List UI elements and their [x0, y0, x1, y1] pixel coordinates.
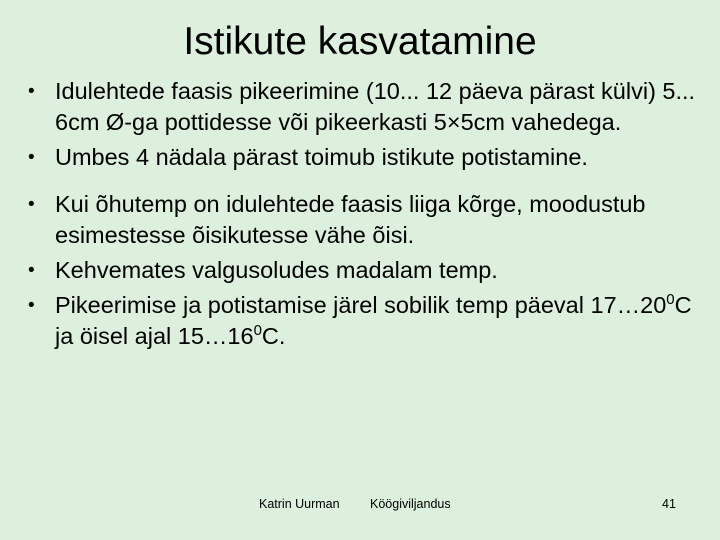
footer-course: Köögiviljandus [370, 497, 451, 511]
bullet-text: Kehvemates valgusoludes madalam temp. [55, 257, 498, 283]
superscript: 0 [666, 291, 675, 308]
bullet-marker: • [28, 260, 35, 281]
bullet-item [28, 142, 708, 173]
bullet-marker: • [28, 147, 35, 168]
bullet-item [28, 76, 708, 138]
text-part: C ja öisel ajal 15…16 [55, 292, 692, 349]
bullet-item [28, 189, 708, 251]
footer-page-number: 41 [662, 497, 676, 511]
bullet-item [28, 255, 708, 286]
bullet-marker: • [28, 81, 35, 102]
bullet-text: Umbes 4 nädala pärast toimub istikute potistamine. [55, 144, 588, 170]
superscript: 0 [253, 322, 262, 339]
bullet-text: Idulehtede faasis pikeerimine (10... 12 päeva pärast külvi) 5... 6cm Ø-ga pottidesse või pikeerkasti 5×5cm vahedega. [55, 78, 696, 135]
footer-author: Katrin Uurman [259, 497, 340, 511]
bullet-marker: • [28, 295, 35, 316]
bullet-item [28, 290, 708, 352]
bullet-text-temperature [55, 292, 692, 349]
bullet-text: Kui õhutemp on idulehtede faasis liiga kõrge, moodustub esimestesse õisikutesse vähe õisi. [55, 191, 646, 248]
bullet-list [28, 76, 708, 356]
bullet-marker: • [28, 194, 35, 215]
text-part: Pikeerimise ja potistamise järel sobilik temp päeval 17…20 [55, 292, 667, 318]
slide-title: Istikute kasvatamine [183, 20, 537, 63]
text-part: C. [261, 323, 286, 349]
